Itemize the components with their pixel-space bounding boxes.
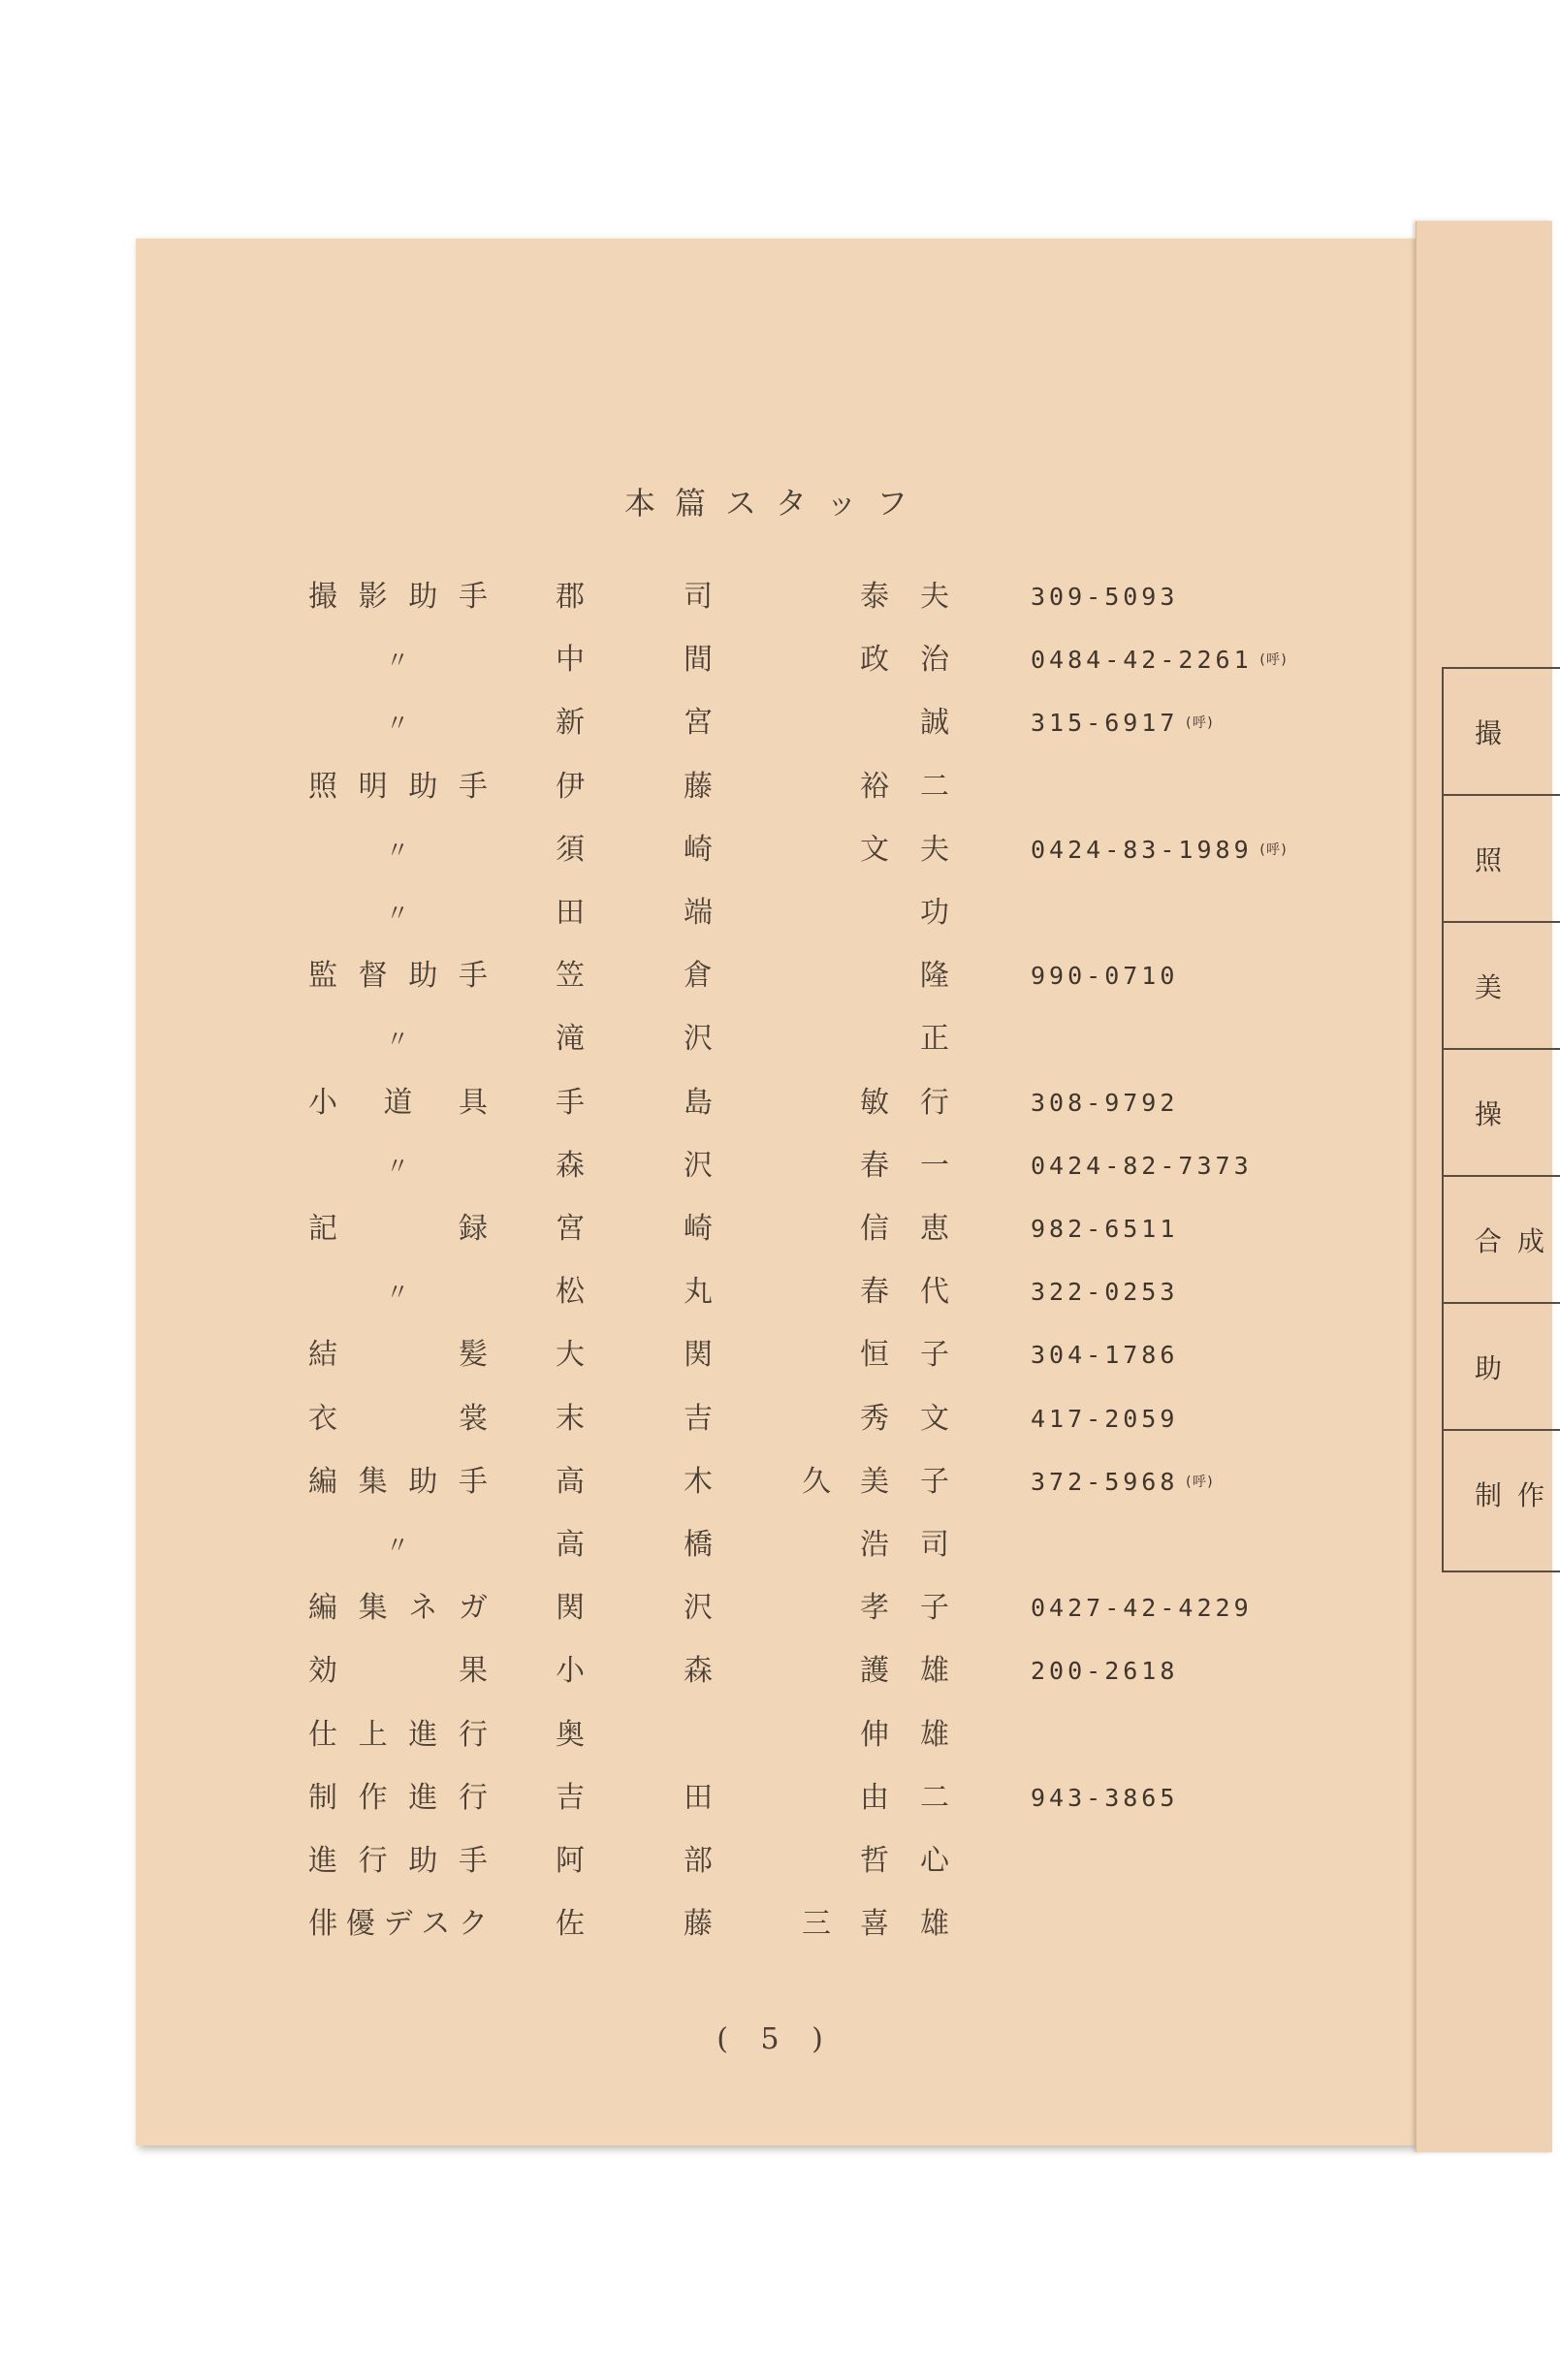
staff-phone bbox=[1031, 1779, 1184, 1818]
staff-role bbox=[308, 831, 444, 870]
staff-role-char: 制 bbox=[308, 1781, 337, 1815]
staff-name-char: 喜 bbox=[860, 1907, 889, 1941]
staff-phone bbox=[1031, 1084, 1184, 1123]
staff-role-char: 〃 bbox=[386, 647, 409, 674]
staff-role bbox=[308, 578, 488, 617]
staff-role bbox=[308, 1842, 488, 1881]
staff-role-char: 手 bbox=[458, 1844, 488, 1878]
staff-role bbox=[308, 1589, 488, 1628]
staff-row bbox=[0, 768, 1551, 807]
staff-name-char: 政 bbox=[860, 643, 889, 677]
phone-number: 372-5968 bbox=[1031, 1468, 1179, 1496]
staff-role-char: 具 bbox=[459, 1086, 488, 1120]
phone-number: 0424-83-1989 bbox=[1031, 836, 1253, 864]
staff-name-char: 木 bbox=[684, 1465, 713, 1499]
staff-phone bbox=[1031, 578, 1184, 617]
phone-number: 0427-42-4229 bbox=[1031, 1594, 1253, 1622]
staff-name-char: 末 bbox=[556, 1402, 585, 1436]
staff-name-char: 春 bbox=[860, 1149, 889, 1183]
staff-role-char: 〃 bbox=[386, 900, 409, 927]
staff-row bbox=[0, 831, 1551, 870]
staff-row bbox=[0, 1779, 1551, 1818]
staff-name-char: 滝 bbox=[556, 1022, 585, 1056]
staff-role-char: 優 bbox=[345, 1907, 375, 1941]
staff-name-char: 子 bbox=[920, 1465, 949, 1499]
staff-role bbox=[308, 768, 488, 807]
staff-role-char: 上 bbox=[358, 1718, 388, 1752]
staff-name-char: 高 bbox=[556, 1465, 585, 1499]
staff-role bbox=[308, 1210, 488, 1249]
staff-row bbox=[0, 1463, 1551, 1502]
staff-name-char: 三 bbox=[802, 1907, 831, 1941]
staff-role-char: 監 bbox=[308, 959, 337, 993]
phone-number: 322-0253 bbox=[1031, 1278, 1179, 1306]
staff-row bbox=[0, 1147, 1551, 1186]
staff-phone bbox=[1031, 1210, 1184, 1249]
facing-row-6: 助 bbox=[1444, 1304, 1560, 1431]
staff-role bbox=[308, 1400, 488, 1439]
staff-row bbox=[0, 1084, 1551, 1123]
staff-name-char: 田 bbox=[556, 896, 585, 930]
staff-role bbox=[308, 641, 444, 680]
staff-role-char: 行 bbox=[458, 1718, 488, 1752]
staff-row bbox=[0, 1716, 1551, 1755]
staff-name-char: 一 bbox=[920, 1149, 949, 1183]
staff-name-char: 孝 bbox=[860, 1591, 889, 1625]
facing-row-3: 美 bbox=[1444, 923, 1560, 1050]
staff-name-char: 大 bbox=[556, 1338, 585, 1372]
staff-role-char: 俳 bbox=[308, 1907, 337, 1941]
staff-role-char: 編 bbox=[308, 1465, 337, 1499]
page-number: ( 5 ) bbox=[716, 2022, 835, 2056]
staff-name-char: 新 bbox=[556, 706, 585, 740]
page-title: 本篇スタッフ bbox=[623, 485, 927, 522]
staff-role bbox=[308, 1147, 444, 1186]
staff-name-char: 崎 bbox=[684, 833, 713, 867]
facing-row-1: 撮 bbox=[1444, 669, 1560, 796]
staff-name-char: 久 bbox=[802, 1465, 831, 1499]
staff-role bbox=[308, 1526, 444, 1565]
staff-role bbox=[308, 704, 444, 743]
staff-name-char: 司 bbox=[920, 1528, 949, 1562]
staff-role-char: 〃 bbox=[386, 1153, 409, 1180]
phone-number: 309-5093 bbox=[1031, 583, 1179, 611]
staff-name-char: 高 bbox=[556, 1528, 585, 1562]
staff-role-char: 督 bbox=[358, 959, 388, 993]
staff-phone bbox=[1031, 1716, 1036, 1755]
staff-phone bbox=[1031, 1273, 1184, 1312]
staff-role-char: 撮 bbox=[308, 580, 337, 614]
staff-role-char: 果 bbox=[459, 1654, 488, 1688]
phone-note: (呼) bbox=[1184, 1475, 1215, 1490]
staff-role-char: ス bbox=[421, 1907, 451, 1941]
staff-name-char: 治 bbox=[920, 643, 949, 677]
staff-name-char: 浩 bbox=[860, 1528, 889, 1562]
staff-name-char: 子 bbox=[920, 1338, 949, 1372]
staff-row bbox=[0, 894, 1551, 933]
staff-name-char: 佐 bbox=[556, 1907, 585, 1941]
staff-phone bbox=[1031, 831, 1288, 870]
staff-role-char: ネ bbox=[408, 1591, 438, 1625]
staff-name-char: 功 bbox=[920, 896, 949, 930]
staff-name-char: 護 bbox=[860, 1654, 889, 1688]
staff-role-char: 助 bbox=[408, 959, 438, 993]
staff-name-char: 雄 bbox=[920, 1654, 949, 1688]
staff-name-char: 伸 bbox=[860, 1718, 889, 1752]
staff-name-char: 端 bbox=[684, 896, 713, 930]
phone-number: 990-0710 bbox=[1031, 962, 1179, 990]
staff-name-char: 泰 bbox=[860, 580, 889, 614]
staff-role-char: 手 bbox=[458, 1465, 488, 1499]
staff-row bbox=[0, 1273, 1551, 1312]
staff-name-char: 吉 bbox=[556, 1781, 585, 1815]
staff-name-char: 子 bbox=[920, 1591, 949, 1625]
staff-role-char: 影 bbox=[358, 580, 388, 614]
phone-number: 315-6917 bbox=[1031, 709, 1179, 737]
staff-name-char: 恵 bbox=[920, 1212, 949, 1246]
staff-name-char: 二 bbox=[920, 1781, 949, 1815]
staff-name-char: 藤 bbox=[684, 1907, 713, 1941]
staff-role-char: 集 bbox=[358, 1591, 388, 1625]
staff-name-char: 手 bbox=[556, 1086, 585, 1120]
staff-row bbox=[0, 1020, 1551, 1059]
staff-name-char: 島 bbox=[684, 1086, 713, 1120]
staff-role bbox=[308, 1779, 488, 1818]
staff-phone bbox=[1031, 1652, 1184, 1691]
staff-role-char: 行 bbox=[458, 1781, 488, 1815]
phone-note: (呼) bbox=[1184, 715, 1215, 731]
staff-name-char: 部 bbox=[684, 1844, 713, 1878]
staff-role-char: ク bbox=[459, 1907, 488, 1941]
staff-role-char: 手 bbox=[458, 959, 488, 993]
staff-name-char: 郡 bbox=[556, 580, 585, 614]
staff-name-char: 崎 bbox=[684, 1212, 713, 1246]
staff-name-char: 小 bbox=[556, 1654, 585, 1688]
staff-role-char: 手 bbox=[458, 770, 488, 804]
staff-name-char: 森 bbox=[684, 1654, 713, 1688]
staff-role bbox=[308, 1084, 488, 1123]
phone-note: (呼) bbox=[1258, 652, 1289, 668]
staff-name-char: 倉 bbox=[684, 959, 713, 993]
staff-phone bbox=[1031, 1905, 1036, 1944]
staff-name-char: 美 bbox=[860, 1465, 889, 1499]
staff-role-char: 照 bbox=[308, 770, 337, 804]
staff-name-char: 伊 bbox=[556, 770, 585, 804]
staff-phone bbox=[1031, 1842, 1036, 1881]
staff-row bbox=[0, 1210, 1551, 1249]
staff-role-char: 助 bbox=[408, 770, 438, 804]
staff-name-char: 奥 bbox=[556, 1718, 585, 1752]
phone-number: 200-2618 bbox=[1031, 1657, 1179, 1685]
staff-role-char: 作 bbox=[358, 1781, 388, 1815]
staff-row bbox=[0, 704, 1551, 743]
staff-role-char: 手 bbox=[458, 580, 488, 614]
staff-role-char: 効 bbox=[308, 1654, 337, 1688]
staff-name-char: 沢 bbox=[684, 1022, 713, 1056]
staff-name-char: 信 bbox=[860, 1212, 889, 1246]
phone-number: 0484-42-2261 bbox=[1031, 646, 1253, 674]
staff-row bbox=[0, 578, 1551, 617]
staff-role-char: 結 bbox=[308, 1338, 337, 1372]
staff-phone bbox=[1031, 1463, 1214, 1502]
staff-role-char: 進 bbox=[408, 1781, 438, 1815]
staff-name-char: 笠 bbox=[556, 959, 585, 993]
staff-name-char: 由 bbox=[860, 1781, 889, 1815]
staff-name-char: 吉 bbox=[684, 1402, 713, 1436]
staff-role-char: 明 bbox=[358, 770, 388, 804]
staff-phone bbox=[1031, 1589, 1258, 1628]
phone-number: 0424-82-7373 bbox=[1031, 1152, 1253, 1180]
staff-name-char: 春 bbox=[860, 1275, 889, 1309]
staff-role-char: 〃 bbox=[386, 837, 409, 864]
staff-row bbox=[0, 1400, 1551, 1439]
staff-phone bbox=[1031, 1526, 1036, 1565]
staff-role bbox=[308, 957, 488, 996]
staff-name-char: 隆 bbox=[920, 959, 949, 993]
staff-role bbox=[308, 1020, 444, 1059]
phone-number: 417-2059 bbox=[1031, 1405, 1179, 1433]
staff-name-char: 夫 bbox=[920, 833, 949, 867]
staff-role-char: 記 bbox=[308, 1212, 337, 1246]
staff-name-char: 阿 bbox=[556, 1844, 585, 1878]
staff-role bbox=[308, 894, 444, 933]
staff-phone bbox=[1031, 1020, 1036, 1059]
staff-role-char: 仕 bbox=[308, 1718, 337, 1752]
staff-role-char: 小 bbox=[308, 1086, 337, 1120]
staff-phone bbox=[1031, 1147, 1258, 1186]
facing-row-4: 操 bbox=[1444, 1050, 1560, 1177]
phone-number: 304-1786 bbox=[1031, 1341, 1179, 1369]
staff-phone bbox=[1031, 957, 1184, 996]
staff-name-char: 文 bbox=[920, 1402, 949, 1436]
staff-name-char: 関 bbox=[684, 1338, 713, 1372]
staff-name-char: 宮 bbox=[556, 1212, 585, 1246]
staff-name-char: 雄 bbox=[920, 1907, 949, 1941]
facing-row-2: 照 bbox=[1444, 796, 1560, 923]
staff-name-char: 敏 bbox=[860, 1086, 889, 1120]
staff-phone bbox=[1031, 894, 1036, 933]
staff-phone bbox=[1031, 768, 1036, 807]
staff-name-char: 雄 bbox=[920, 1718, 949, 1752]
facing-row-5: 合成 bbox=[1444, 1177, 1560, 1304]
staff-name-char: 代 bbox=[920, 1275, 949, 1309]
staff-row bbox=[0, 957, 1551, 996]
staff-name-char: 誠 bbox=[920, 706, 949, 740]
staff-name-char: 哲 bbox=[860, 1844, 889, 1878]
staff-name-char: 沢 bbox=[684, 1591, 713, 1625]
staff-row bbox=[0, 1905, 1551, 1944]
staff-name-char: 田 bbox=[684, 1781, 713, 1815]
staff-role-char: 進 bbox=[308, 1844, 337, 1878]
staff-role-char: 助 bbox=[408, 1465, 438, 1499]
staff-phone bbox=[1031, 641, 1288, 680]
phone-note: (呼) bbox=[1258, 842, 1289, 858]
staff-name-char: 中 bbox=[556, 643, 585, 677]
staff-role-char: 道 bbox=[383, 1086, 413, 1120]
staff-row bbox=[0, 1336, 1551, 1375]
staff-name-char: 正 bbox=[920, 1022, 949, 1056]
staff-name-char: 関 bbox=[556, 1591, 585, 1625]
staff-role-char: 髪 bbox=[459, 1338, 488, 1372]
staff-name-char: 藤 bbox=[684, 770, 713, 804]
staff-role bbox=[308, 1716, 488, 1755]
staff-role-char: 〃 bbox=[386, 1532, 409, 1559]
staff-name-char: 森 bbox=[556, 1149, 585, 1183]
staff-role-char: 録 bbox=[459, 1212, 488, 1246]
staff-name-char: 文 bbox=[860, 833, 889, 867]
staff-role bbox=[308, 1336, 488, 1375]
staff-role-char: ガ bbox=[458, 1591, 488, 1625]
staff-role bbox=[308, 1905, 488, 1944]
staff-name-char: 橋 bbox=[684, 1528, 713, 1562]
staff-name-char: 宮 bbox=[684, 706, 713, 740]
phone-number: 982-6511 bbox=[1031, 1215, 1179, 1243]
staff-role-char: デ bbox=[383, 1907, 413, 1941]
staff-name-char: 恒 bbox=[860, 1338, 889, 1372]
staff-role bbox=[308, 1273, 444, 1312]
staff-role bbox=[308, 1463, 488, 1502]
staff-row bbox=[0, 1589, 1551, 1628]
staff-row bbox=[0, 1652, 1551, 1691]
staff-role-char: 〃 bbox=[386, 1279, 409, 1306]
staff-role-char: 裳 bbox=[459, 1402, 488, 1436]
staff-name-char: 二 bbox=[920, 770, 949, 804]
staff-name-char: 須 bbox=[556, 833, 585, 867]
staff-phone bbox=[1031, 1336, 1184, 1375]
staff-name-char: 間 bbox=[684, 643, 713, 677]
facing-row-7: 制作 bbox=[1475, 1478, 1560, 1511]
staff-name-char: 秀 bbox=[860, 1402, 889, 1436]
staff-role bbox=[308, 1652, 488, 1691]
staff-role-char: 〃 bbox=[386, 710, 409, 737]
staff-role-char: 行 bbox=[358, 1844, 388, 1878]
phone-number: 308-9792 bbox=[1031, 1089, 1179, 1117]
staff-name-char: 夫 bbox=[920, 580, 949, 614]
staff-row bbox=[0, 1526, 1551, 1565]
staff-role-char: 編 bbox=[308, 1591, 337, 1625]
staff-name-char: 司 bbox=[684, 580, 713, 614]
staff-role-char: 〃 bbox=[386, 1026, 409, 1053]
staff-name-char: 丸 bbox=[684, 1275, 713, 1309]
staff-name-char: 松 bbox=[556, 1275, 585, 1309]
staff-row bbox=[0, 641, 1551, 680]
staff-role-char: 助 bbox=[408, 580, 438, 614]
staff-name-char: 心 bbox=[920, 1844, 949, 1878]
staff-role-char: 進 bbox=[408, 1718, 438, 1752]
staff-name-char: 行 bbox=[920, 1086, 949, 1120]
staff-phone bbox=[1031, 1400, 1184, 1439]
staff-role-char: 助 bbox=[408, 1844, 438, 1878]
staff-role-char: 集 bbox=[358, 1465, 388, 1499]
staff-role-char: 衣 bbox=[308, 1402, 337, 1436]
staff-row bbox=[0, 1842, 1551, 1881]
staff-name-char: 沢 bbox=[684, 1149, 713, 1183]
staff-name-char: 裕 bbox=[860, 770, 889, 804]
staff-phone bbox=[1031, 704, 1214, 743]
phone-number: 943-3865 bbox=[1031, 1784, 1179, 1812]
